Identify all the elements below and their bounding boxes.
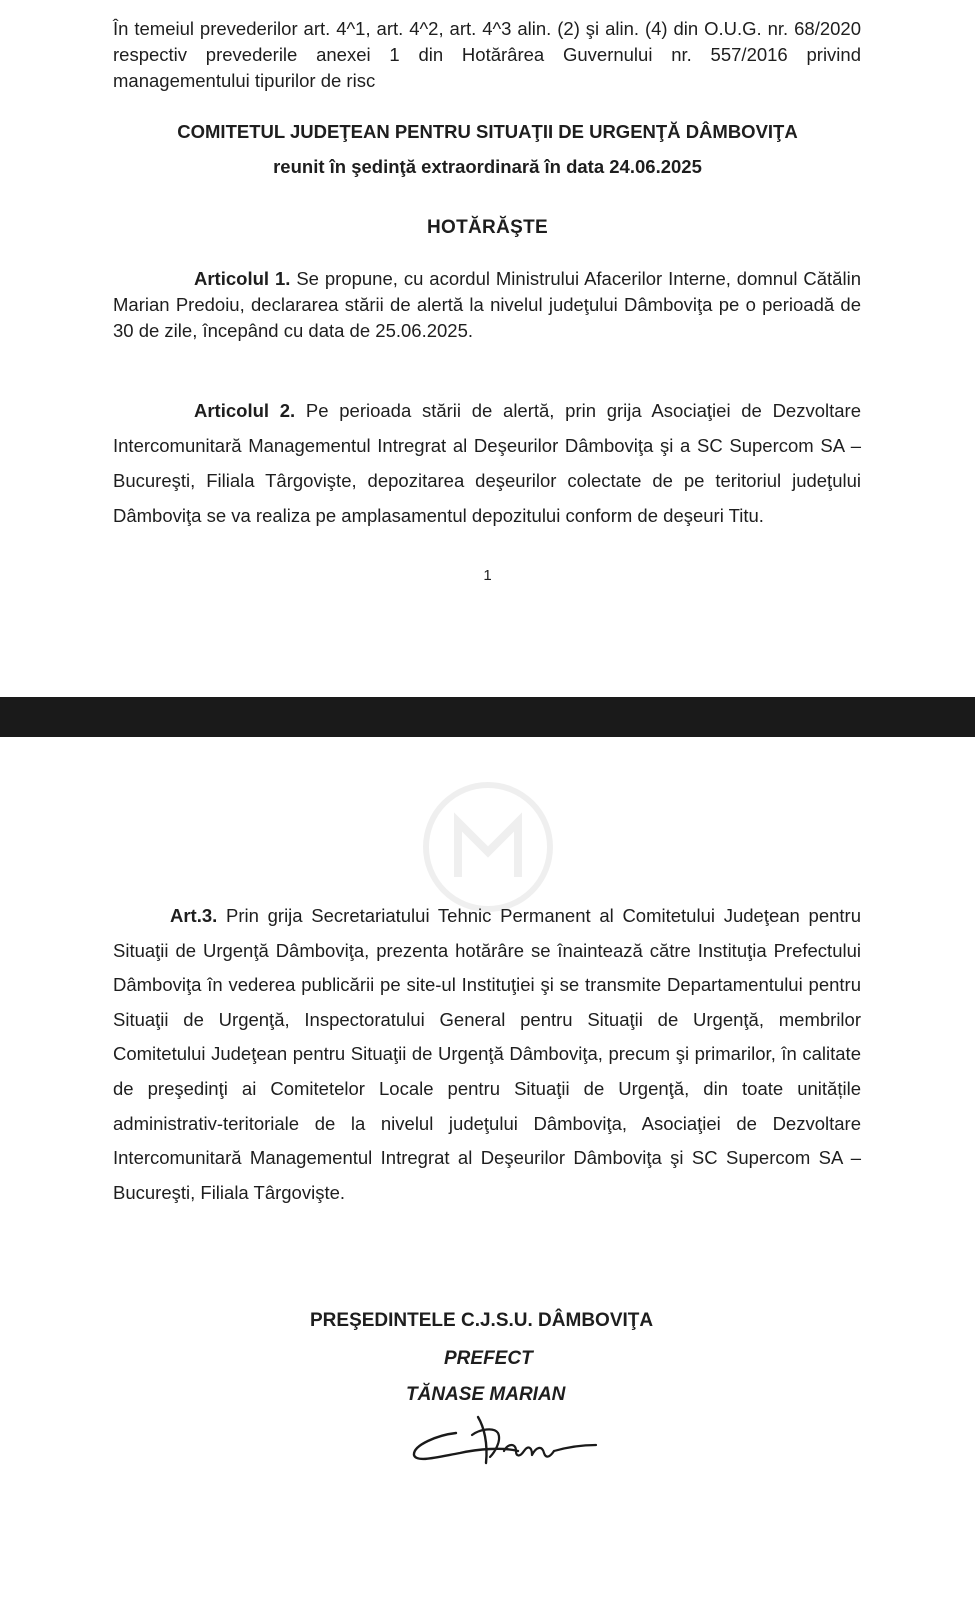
signatory-name: TĂNASE MARIAN [406,1384,566,1405]
article-3-text: Prin grija Secretariatului Tehnic Permanent al Comitetului Judeţean pentru Situaţii de Urgenţă Dâmboviţa, prezenta hotărâre se înaintează către Instituţia Prefectului Dâmboviţa în vederea publicării pe site-ul Instituţiei şi se transmite Departamentului pentru Situaţii de Urgenţă, Inspectoratului General pentru Situaţii de Urgenţă, membrilor Comitetului Judeţean pentru Situaţii de Urgenţă Dâmboviţa, precum şi primarilor, în calitate de preşedinţi ai Comitetelor Locale pentru Situaţii de Urgenţă, din toate unitățile administrativ-teritoriale de la nivelul judeţului Dâmboviţa, Asociaţiei de Dezvoltare Intercomunitară Managementul Intregrat al Deşeurilor Dâmboviţa şi SC Supercom SA – Bucureşti, Filiala Târgovişte. [113,905,861,1203]
page-number: 1 [483,567,492,584]
document-page-2 [0,737,975,1600]
watermark-emblem-icon [418,777,558,917]
article-2-paragraph [113,393,861,533]
legal-basis-paragraph: În temeiul prevederilor art. 4^1, art. 4^2, art. 4^3 alin. (2) şi alin. (4) din O.U.G. nr. 68/2020 respectiv prevederile anexei 1 din Hotărârea Guvernului nr. 557/2016 privind managementului tipurilor de risc [113,18,861,91]
article-3-paragraph [113,899,861,1210]
document-page-1 [0,0,975,697]
article-1-paragraph [113,266,861,344]
article-3-label: Art.3. [170,905,218,926]
meeting-subheading: reunit în şedinţă extraordinară în data 24.06.2025 [273,156,702,177]
signatory-title: PREŞEDINTELE C.J.S.U. DÂMBOVIŢA [310,1310,654,1331]
page-separator-bar [0,697,975,737]
signatory-role: PREFECT [444,1348,533,1369]
decision-heading: HOTĂRĂŞTE [427,217,548,238]
handwritten-signature [408,1413,608,1473]
article-2-label: Articolul 2. [194,400,296,421]
article-2-text: Pe perioada stării de alertă, prin grija Asociaţiei de Dezvoltare Intercomunitară Managementul Intregrat al Deşeurilor Dâmboviţa şi a SC Supercom SA – Bucureşti, Filiala Târgovişte, depozitarea deşeurilor colectate de pe teritoriul judeţului Dâmboviţa se va realiza pe amplasamentul depozitului conform de deşeuri Titu. [113,400,861,526]
article-1-text: Se propune, cu acordul Ministrului Afacerilor Interne, domnul Cătălin Marian Predoiu, declararea stării de alertă la nivelul judeţului Dâmboviţa pe o perioadă de 30 de zile, începând cu data de 25.06.2025. [113,268,861,341]
committee-heading: COMITETUL JUDEŢEAN PENTRU SITUAŢII DE URGENŢĂ DÂMBOVIŢA [177,121,798,142]
article-1-label: Articolul 1. [194,268,291,289]
